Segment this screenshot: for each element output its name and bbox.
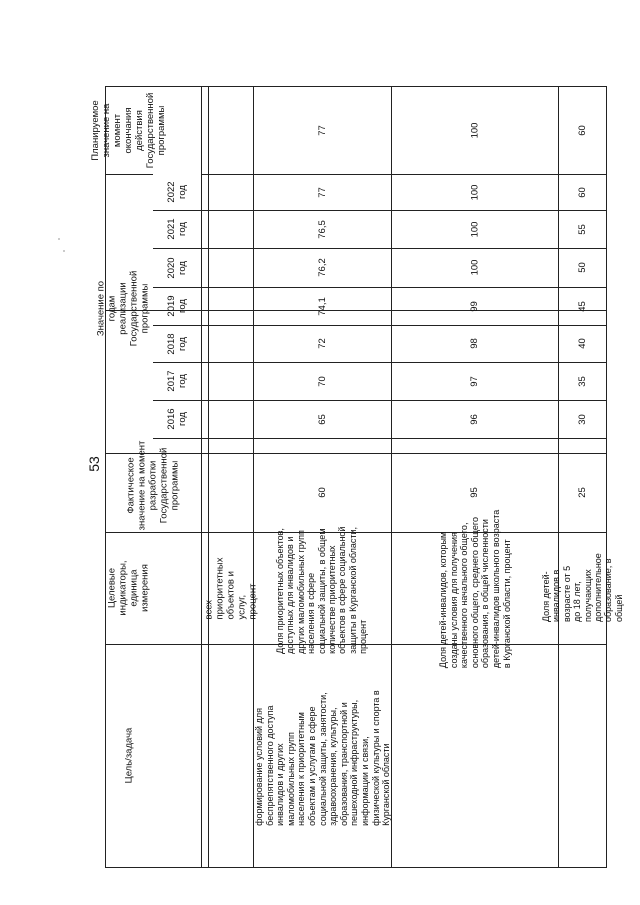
header-by-years: Значение по годам реализации Государственной программы — [95, 270, 151, 346]
row2-indicator: Доля детей-инвалидов, которым созданы условия для получения качественного начального общего, основного общего, среднего общего образования, в общей численности детей-инвалидов школьного возраста в Курганской области, процент — [437, 509, 511, 668]
header-goal: Цель/задача — [123, 727, 135, 784]
row2-planned: 100 — [468, 122, 480, 138]
row3-2022: 60 — [576, 186, 588, 198]
row1-2019: 74,1 — [316, 296, 328, 316]
header-year-2017: 2017 год — [166, 370, 188, 392]
row3-2021: 55 — [576, 223, 588, 235]
row3-2016: 30 — [576, 413, 588, 425]
row2-2022: 100 — [468, 184, 480, 200]
row2-2018: 98 — [468, 338, 480, 349]
goal-cell: формирование условий для беспрепятственного доступа инвалидов и других маломобильных групп населения к приоритетным объектам и услугам в сфере социальной защиты, занятости, здравоохранения, культуры, образования, транспортной и пешеходной инфраструктуры, информации и связи, физической культуры и спорта в Курганской области — [254, 689, 392, 826]
row1-indicator: Доля приоритетных объектов, доступных для инвалидов и других маломобильных групп населения в сфере социальной защиты, в общем количестве приоритетных объектов в сфере социальной защиты в Курганской области, процент — [275, 526, 369, 654]
row1-2018: 72 — [316, 338, 328, 349]
row3-2020: 50 — [576, 262, 588, 273]
row1-actual: 60 — [316, 487, 328, 498]
row2-2016: 96 — [468, 413, 480, 425]
row2-actual: 95 — [468, 487, 480, 498]
row2-2020: 100 — [468, 259, 480, 276]
row3-actual: 25 — [576, 487, 588, 498]
header-year-2021: 2021 год — [166, 218, 188, 240]
row3-planned: 60 — [576, 124, 588, 136]
row2-2017: 97 — [468, 375, 480, 387]
row2-2019: 99 — [468, 300, 480, 312]
page-number: 53 — [86, 456, 102, 472]
row1-planned: 77 — [316, 124, 328, 136]
row3-2019: 45 — [576, 300, 588, 312]
row1-2021: 76,5 — [316, 219, 328, 239]
row3-2017: 35 — [576, 375, 588, 387]
header-year-2022: 2022 год — [166, 181, 188, 203]
row3-2018: 40 — [576, 338, 588, 349]
header-planned: Планируемое значение на момент окончания действия Государственной программы — [90, 92, 168, 168]
row3-indicator: Доля детей-инвалидов в возрасте от 5 до 18 лет, получающих дополнительное образование, в общей — [540, 553, 624, 623]
header-year-2018: 2018 год — [166, 332, 188, 355]
header-actual: Фактическое значение на момент разработки Государственной программы — [125, 440, 181, 530]
row2-2021: 100 — [468, 221, 480, 237]
scan-speck — [63, 250, 65, 252]
header-indicator: Целевые индикаторы, единица измерения — [107, 560, 151, 616]
row1-2017: 70 — [316, 375, 328, 387]
rotated-data-table — [90, 86, 624, 868]
header-year-2019: 2019 год — [166, 295, 188, 317]
row1-2020: 76,2 — [316, 258, 328, 277]
header-year-2020: 2020 год — [166, 256, 188, 279]
continued-indicator-cell: всех приоритетных объектов и услуг, процент — [203, 557, 258, 619]
header-year-2016: 2016 год — [166, 408, 188, 430]
row1-2022: 77 — [316, 186, 328, 198]
row1-2016: 65 — [316, 413, 328, 425]
scan-speck — [58, 238, 60, 240]
